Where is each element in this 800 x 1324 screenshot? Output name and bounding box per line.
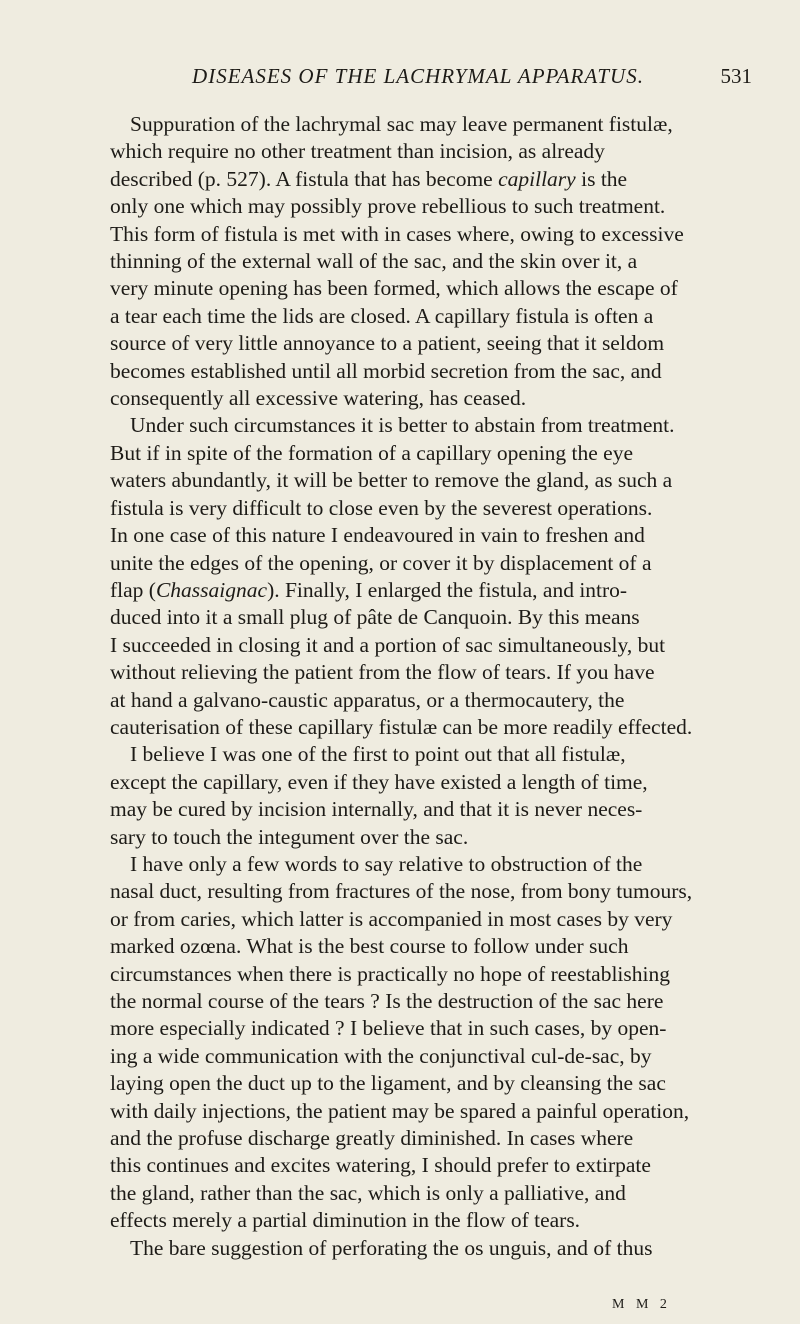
text-line: described (p. 527). A fistula that has become capillary is the — [110, 166, 628, 191]
text-line: waters abundantly, it will be better to remove the gland, as such a — [110, 468, 673, 493]
text-line: the gland, rather than the sac, which is only a palliative, and — [110, 1180, 626, 1205]
text-line: circumstances when there is practically no hope of reestablishing — [110, 961, 670, 986]
text-line: The bare suggestion of perforating the os unguis, and of thus — [130, 1235, 653, 1260]
text-line: except the capillary, even if they have existed a length of time, — [110, 769, 648, 794]
text-line: sary to touch the integument over the sac. — [110, 824, 469, 849]
text-line: very minute opening has been formed, which allows the escape of — [110, 276, 678, 301]
text-line: or from caries, which latter is accompanied in most cases by very — [110, 906, 673, 931]
body-text — [110, 111, 750, 1262]
text-line: the normal course of the tears ? Is the destruction of the sac here — [110, 989, 664, 1013]
text-line: only one which may possibly prove rebellious to such treatment. — [110, 194, 666, 219]
text-line: effects merely a partial diminution in the flow of tears. — [110, 1208, 581, 1233]
signature-mark: M M 2 — [612, 1297, 671, 1312]
text-line: and the profuse discharge greatly diminished. In cases where — [110, 1126, 634, 1151]
paragraph — [110, 851, 750, 1235]
text-line: fistula is very difficult to close even by the severest operations. — [110, 495, 653, 520]
text-line: becomes established until all morbid secretion from the sac, and — [110, 358, 662, 383]
text-line: which require no other treatment than incision, as already — [110, 139, 605, 164]
page-number: 531 — [720, 64, 752, 88]
paragraph — [110, 1235, 750, 1262]
text-line: I have only a few words to say relative to obstruction of the — [130, 851, 643, 876]
text-line: In one case of this nature I endeavoured in vain to freshen and — [110, 523, 645, 548]
text-line: ing a wide communication with the conjunctival cul-de-sac, by — [110, 1043, 652, 1068]
text-line: a tear each time the lids are closed. A capillary fistula is often a — [110, 303, 654, 328]
text-line: marked ozœna. What is the best course to follow under such — [110, 934, 629, 959]
text-line: more especially indicated ? I believe that in such cases, by open- — [110, 1016, 667, 1041]
text-line: consequently all excessive watering, has ceased. — [110, 386, 527, 411]
paragraph — [110, 412, 750, 741]
text-line: nasal duct, resulting from fractures of the nose, from bony tumours, — [110, 879, 693, 904]
text-line: Suppuration of the lachrymal sac may leave permanent fistulæ, — [130, 112, 673, 136]
text-line: may be cured by incision internally, and that it is never neces- — [110, 797, 643, 822]
paragraph — [110, 741, 750, 851]
text-line: at hand a galvano-caustic apparatus, or a thermocautery, the — [110, 687, 625, 712]
text-line: this continues and excites watering, I should prefer to extirpate — [110, 1153, 651, 1178]
text-line: But if in spite of the formation of a capillary opening the eye — [110, 440, 634, 465]
text-line: unite the edges of the opening, or cover it by displacement of a — [110, 550, 652, 575]
text-line: thinning of the external wall of the sac, and the skin over it, a — [110, 249, 638, 274]
text-line: Under such circumstances it is better to abstain from treatment. — [130, 413, 675, 438]
page-header — [112, 64, 752, 100]
paragraph — [110, 111, 750, 412]
text-line: laying open the duct up to the ligament, and by cleansing the sac — [110, 1071, 666, 1096]
text-line: without relieving the patient from the flow of tears. If you have — [110, 660, 655, 685]
text-line: source of very little annoyance to a patient, seeing that it seldom — [110, 331, 665, 356]
text-line: flap (Chassaignac). Finally, I enlarged the fistula, and intro- — [110, 577, 628, 602]
running-head: DISEASES OF THE LACHRYMAL APPARATUS. — [192, 64, 644, 88]
text-line: This form of fistula is met with in cases where, owing to excessive — [110, 221, 684, 246]
text-line: I believe I was one of the first to point out that all fistulæ, — [130, 742, 626, 767]
text-line: with daily injections, the patient may be spared a painful operation, — [110, 1098, 690, 1123]
text-line: cauterisation of these capillary fistulæ can be more readily effected. — [110, 714, 693, 739]
text-line: duced into it a small plug of pâte de Canquoin. By this means — [110, 605, 640, 630]
text-line: I succeeded in closing it and a portion of sac simultaneously, but — [110, 632, 666, 657]
